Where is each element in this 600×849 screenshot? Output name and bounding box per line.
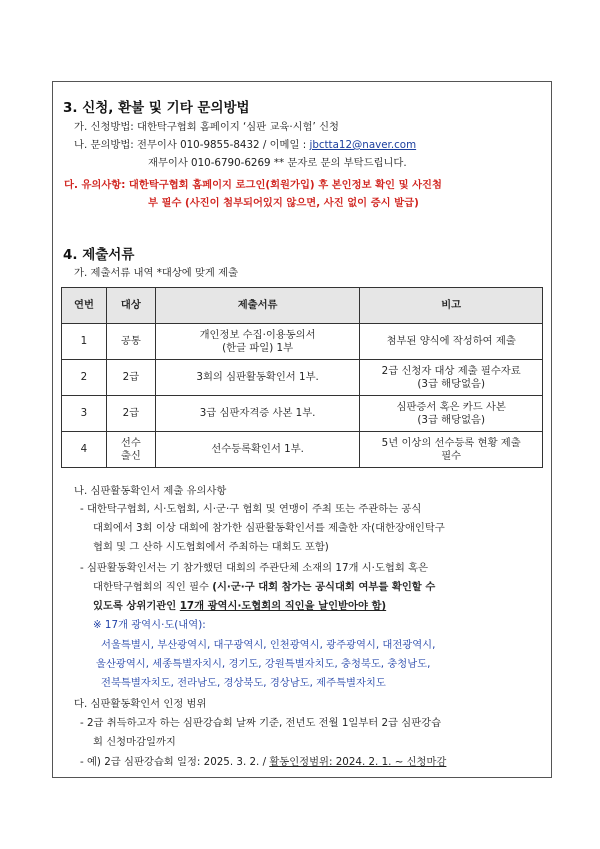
inquiry-line bbox=[74, 138, 416, 152]
cell-remarks: 심판증서 혹은 카드 사본 (3급 해당없음) bbox=[360, 396, 543, 432]
b2-line-1: - 심판활동확인서는 기 참가했던 대회의 주관단체 소재의 17개 시·도협회 혹은 bbox=[80, 562, 428, 574]
cell-documents: 개인정보 수집·이용동의서 (한글 파일) 1부 bbox=[155, 324, 360, 360]
table-header-row bbox=[62, 288, 543, 324]
cell-target: 공통 bbox=[106, 324, 155, 360]
header-no: 연번 bbox=[62, 288, 107, 324]
cell-remarks: 5년 이상의 선수등록 현황 제출 필수 bbox=[360, 432, 543, 468]
cell-target: 2급 bbox=[106, 396, 155, 432]
c-title: 다. 심판활동확인서 인정 범위 bbox=[74, 698, 207, 710]
section-3-title: 3. 신청, 환불 및 기타 문의방법 bbox=[63, 100, 250, 116]
b2-line-3-bold: 있도록 상위기관인 bbox=[93, 600, 180, 612]
cell-documents: 3회의 심판활동확인서 1부. bbox=[155, 360, 360, 396]
header-target: 대상 bbox=[106, 288, 155, 324]
cell-documents: 선수등록확인서 1부. bbox=[155, 432, 360, 468]
section-4-subtitle: 가. 제출서류 내역 *대상에 맞게 제출 bbox=[74, 267, 239, 279]
b2-line-3-underline: 17개 광역시·도협회의 직인을 날인받아야 함) bbox=[179, 600, 387, 612]
cell-target: 선수 출신 bbox=[106, 432, 155, 468]
regions-line-2: 울산광역시, 세종특별자치시, 경기도, 강원특별자치도, 충청북도, 충청남도, bbox=[96, 658, 431, 670]
cell-no: 1 bbox=[62, 324, 107, 360]
table-row bbox=[62, 324, 543, 360]
c2-underline: 활동인정범위: 2024. 2. 1. ~ 신청마감 bbox=[269, 756, 447, 768]
b2-line-2-bold: (시·군·구 대회 참가는 공식대회 여부를 확인할 수 bbox=[212, 581, 436, 593]
documents-table bbox=[61, 287, 543, 468]
regions-title: ※ 17개 광역시·도(내역): bbox=[93, 619, 206, 631]
regions-line-3: 전북특별자치도, 전라남도, 경상북도, 경상남도, 제주특별자치도 bbox=[101, 677, 386, 689]
c2-prefix: - 예) 2급 심판강습회 일정: 2025. 3. 2. / bbox=[80, 756, 270, 768]
table-row bbox=[62, 396, 543, 432]
c1-line-2: 회 신청마감일까지 bbox=[93, 736, 176, 748]
b1-line-3: 협회 및 그 산하 시도협회에서 주최하는 대회도 포함) bbox=[93, 541, 329, 553]
note-line-2: 부 필수 (사진이 첨부되어있지 않으면, 사진 없이 증시 발급) bbox=[148, 197, 419, 209]
cell-remarks: 2급 신청자 대상 제출 필수자료 (3급 해당없음) bbox=[360, 360, 543, 396]
cell-documents: 3급 심판자격증 사본 1부. bbox=[155, 396, 360, 432]
c2-line bbox=[80, 755, 446, 769]
email-link[interactable]: jbctta12@naver.com bbox=[309, 139, 417, 151]
header-documents: 제출서류 bbox=[155, 288, 360, 324]
c1-line-1: - 2급 취득하고자 하는 심판강습회 날짜 기준, 전년도 전월 1일부터 2급 심판강습 bbox=[80, 717, 442, 729]
cell-no: 3 bbox=[62, 396, 107, 432]
cell-no: 4 bbox=[62, 432, 107, 468]
regions-line-1: 서울특별시, 부산광역시, 대구광역시, 인천광역시, 광주광역시, 대전광역시, bbox=[101, 639, 436, 651]
cell-no: 2 bbox=[62, 360, 107, 396]
table-row bbox=[62, 360, 543, 396]
inquiry-line-2: 재무이사 010-6790-6269 ** 문자로 문의 부탁드립니다. bbox=[148, 157, 407, 169]
apply-method: 가. 신청방법: 대한탁구협회 홈페이지 ‘심판 교육·시험’ 신청 bbox=[74, 121, 339, 133]
b-title: 나. 심판활동확인서 제출 유의사항 bbox=[74, 485, 227, 497]
cell-remarks: 첨부된 양식에 작성하여 제출 bbox=[360, 324, 543, 360]
b2-line-3 bbox=[93, 599, 386, 613]
section-4-title: 4. 제출서류 bbox=[63, 247, 135, 263]
table-row bbox=[62, 432, 543, 468]
b1-line-1: - 대한탁구협회, 시·도협회, 시·군·구 협회 및 연맹이 주최 또는 주관하는 공식 bbox=[80, 503, 422, 515]
header-remarks: 비고 bbox=[360, 288, 543, 324]
cell-target: 2급 bbox=[106, 360, 155, 396]
b1-line-2: 대회에서 3회 이상 대회에 참가한 심판활동확인서를 제출한 자(대한장애인탁구 bbox=[93, 522, 445, 534]
b2-line-2 bbox=[93, 580, 435, 594]
inquiry-prefix: 나. 문의방법: 전무이사 010-9855-8432 / 이메일 : bbox=[74, 139, 310, 151]
b2-line-2-plain: 대한탁구협회의 직인 필수 bbox=[93, 581, 213, 593]
note-line-1: 다. 유의사항: 대한탁구협회 홈페이지 로그인(회원가입) 후 본인정보 확인 및 사진첨 bbox=[64, 179, 442, 191]
